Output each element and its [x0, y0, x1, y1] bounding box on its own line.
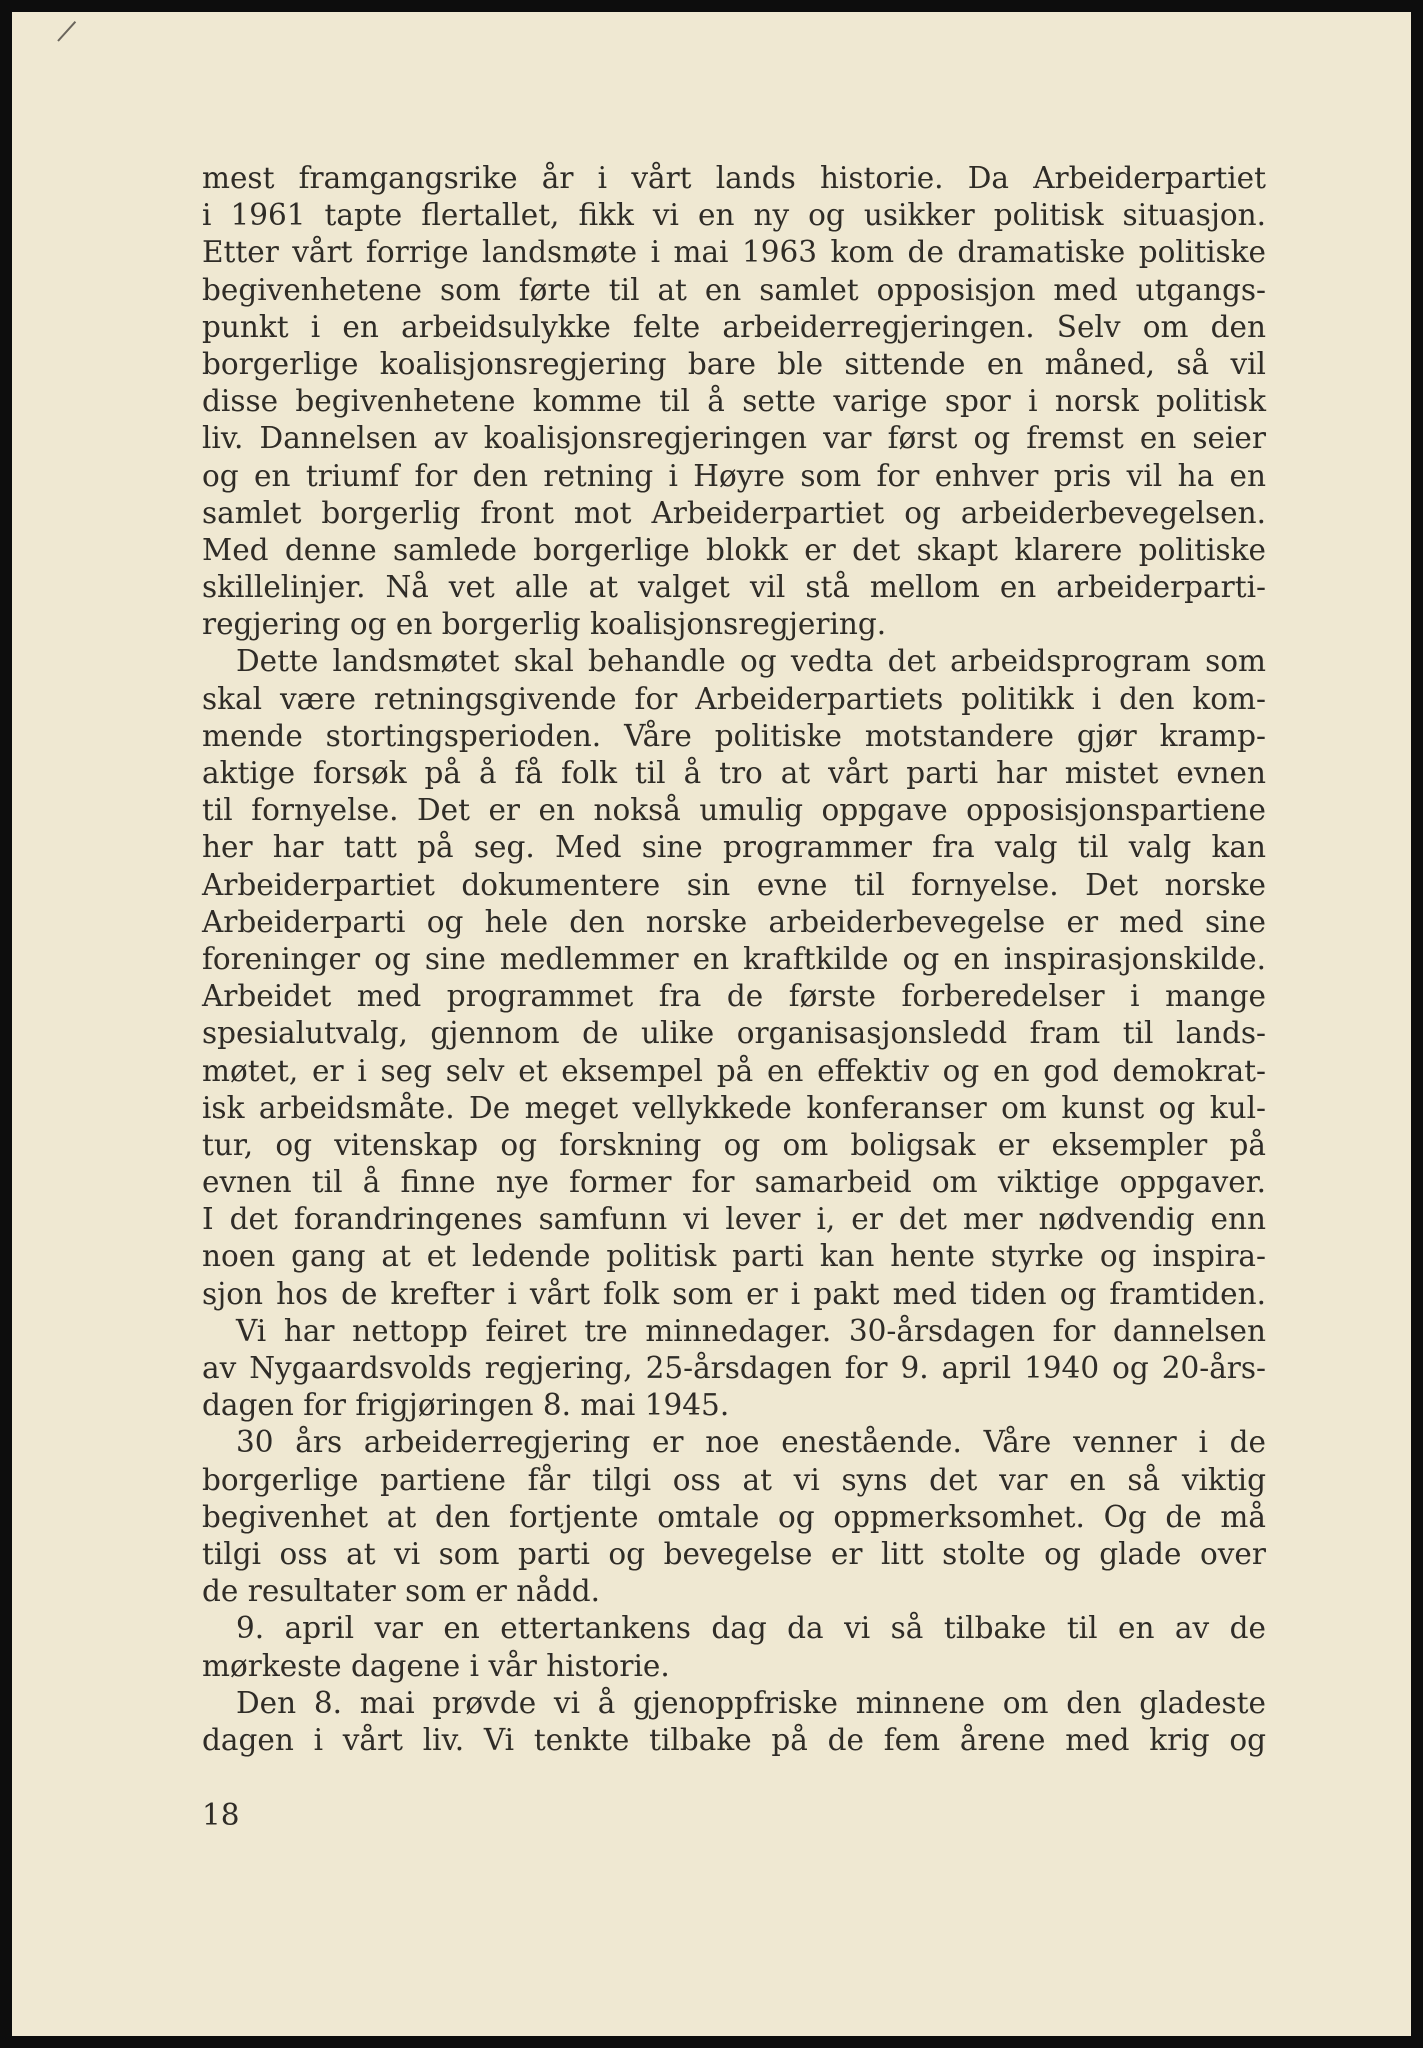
text-line: foreninger og sine medlemmer en kraftkilde og en inspirasjonskilde.	[202, 941, 1266, 976]
text-line: begivenhetene som førte til at en samlet opposisjon med utgangs-	[202, 272, 1266, 307]
text-line: samlet borgerlig front mot Arbeiderpartiet og arbeiderbevegelsen.	[202, 495, 1266, 530]
text-line: punkt i en arbeidsulykke felte arbeiderregjeringen. Selv om den	[202, 309, 1266, 344]
text-line: 30 års arbeiderregjering er noe enestående. Våre venner i de	[236, 1425, 1266, 1460]
text-line: mest framgangsrike år i vårt lands historie. Da Arbeiderpartiet	[202, 161, 1266, 195]
text-line: til fornyelse. Det er en nokså umulig oppgave opposisjonspartiene	[202, 793, 1266, 828]
text-line: Dette landsmøtet skal behandle og vedta det arbeidsprogram som	[236, 644, 1266, 679]
text-line: Arbeiderparti og hele den norske arbeiderbevegelse er med sine	[202, 904, 1266, 939]
text-line: de resultater som er nådd.	[202, 1574, 601, 1609]
page-number: 18	[202, 1798, 240, 1832]
text-line: og en triumf for den retning i Høyre som for enhver pris vil ha en	[202, 458, 1266, 493]
text-line: sjon hos de krefter i vårt folk som er i pakt med tiden og framtiden.	[202, 1276, 1266, 1311]
corner-pen-mark	[57, 21, 76, 42]
text-line: Arbeidet med programmet fra de første forberedelser i mange	[202, 979, 1266, 1014]
text-line: spesialutvalg, gjennom de ulike organisasjonsledd fram til lands-	[202, 1016, 1266, 1051]
text-line: dagen for frigjøringen 8. mai 1945.	[202, 1388, 730, 1423]
text-line: tur, og vitenskap og forskning og om boligsak er eksempler på	[202, 1127, 1266, 1162]
text-line: av Nygaardsvolds regjering, 25-årsdagen for 9. april 1940 og 20-års-	[202, 1351, 1266, 1385]
text-line: Vi har nettopp feiret tre minnedager. 30-årsdagen for dannelsen	[236, 1313, 1266, 1348]
text-line: tilgi oss at vi som parti og bevegelse er litt stolte og glade over	[202, 1536, 1266, 1571]
text-line: disse begivenhetene komme til å sette varige spor i norsk politisk	[202, 384, 1266, 419]
text-line: regjering og en borgerlig koalisjonsregjering.	[202, 607, 887, 642]
text-line: i 1961 tapte flertallet, fikk vi en ny og usikker politisk situasjon.	[202, 198, 1266, 233]
text-line: Arbeiderpartiet dokumentere sin evne til fornyelse. Det norske	[202, 867, 1266, 902]
text-line: Den 8. mai prøvde vi å gjenoppfriske minnene om den gladeste	[236, 1685, 1266, 1720]
text-line: begivenhet at den fortjente omtale og oppmerksomhet. Og de må	[202, 1499, 1266, 1534]
scanned-page	[12, 12, 1411, 2036]
text-line: I det forandringenes samfunn vi lever i, er det mer nødvendig enn	[202, 1202, 1266, 1237]
text-line: 9. april var en ettertankens dag da vi så tilbake til en av de	[236, 1611, 1266, 1646]
text-line: mende stortingsperioden. Våre politiske motstandere gjør kramp-	[202, 718, 1266, 753]
text-line: liv. Dannelsen av koalisjonsregjeringen var først og fremst en seier	[202, 421, 1266, 456]
text-line: mørkeste dagene i vår historie.	[202, 1648, 670, 1683]
body-text	[202, 160, 1266, 1759]
text-line: møtet, er i seg selv et eksempel på en effektiv og en god demokrat-	[202, 1053, 1266, 1088]
text-line: skal være retningsgivende for Arbeiderpartiets politikk i den kom-	[202, 681, 1266, 716]
text-line: borgerlige koalisjonsregjering bare ble sittende en måned, så vil	[202, 346, 1266, 381]
text-line: Etter vårt forrige landsmøte i mai 1963 kom de dramatiske politiske	[202, 235, 1266, 270]
text-line: aktige forsøk på å få folk til å tro at vårt parti har mistet evnen	[202, 756, 1266, 790]
text-line: isk arbeidsmåte. De meget vellykkede konferanser om kunst og kul-	[202, 1090, 1266, 1125]
text-line: evnen til å finne nye former for samarbeid om viktige oppgaver.	[202, 1165, 1266, 1200]
text-line: skillelinjer. Nå vet alle at valget vil stå mellom en arbeiderparti-	[202, 570, 1266, 605]
text-line: Med denne samlede borgerlige blokk er det skapt klarere politiske	[202, 532, 1266, 567]
text-line: dagen i vårt liv. Vi tenkte tilbake på de fem årene med krig og	[202, 1722, 1266, 1757]
text-line: borgerlige partiene får tilgi oss at vi syns det var en så viktig	[202, 1462, 1266, 1497]
text-line: noen gang at et ledende politisk parti kan hente styrke og inspira-	[202, 1239, 1266, 1274]
text-line: her har tatt på seg. Med sine programmer fra valg til valg kan	[202, 830, 1266, 865]
